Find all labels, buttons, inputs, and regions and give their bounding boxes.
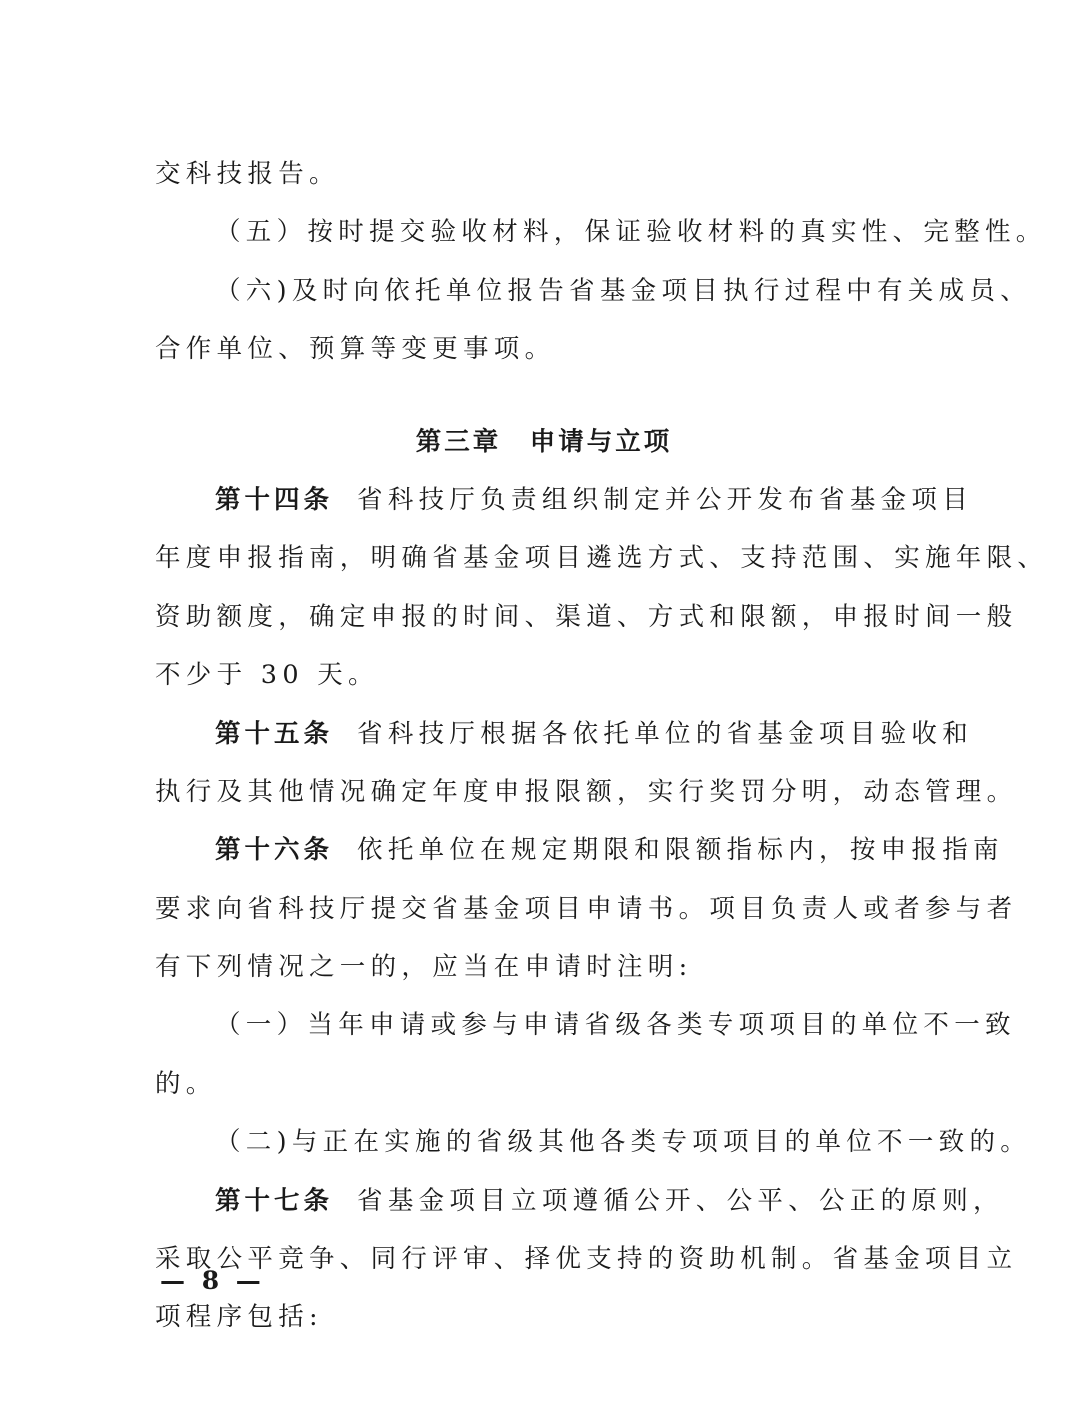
article-16-text-1: 依托单位在规定期限和限额指标内，按申报指南 [357,835,1004,866]
chapter-title: 第三章 申请与立项 [415,426,673,457]
article-14-line-1 [155,471,974,529]
article-17-line-1 [155,1172,1004,1230]
article-17-line-2: 采取公平竞争、同行评审、择优支持的资助机制。省基金项目立 [155,1244,1018,1275]
article-16-item-1-line-1: （一）当年申请或参与申请省级各类专项项目的单位不一致 [215,1010,1016,1041]
article-16-line-2: 要求向省科技厅提交省基金项目申请书。项目负责人或者参与者 [155,893,1018,924]
page-number: — 8 — [160,1266,265,1295]
article-14-line-4: 不少于 30 天。 [155,660,379,691]
article-14-text-1: 省科技厅负责组织制定并公开发布省基金项目 [357,484,974,515]
item-five: （五）按时提交验收材料，保证验收材料的真实性、完整性。 [215,217,1047,248]
article-15-line-1 [155,705,974,763]
article-17-label: 第十七条 [215,1185,334,1216]
item-six-line-1: （六)及时向依托单位报告省基金项目执行过程中有关成员、 [215,275,1032,306]
article-16-item-1-line-2: 的。 [155,1068,217,1099]
article-16-label: 第十六条 [215,835,334,866]
article-17-line-3: 项程序包括: [155,1302,323,1333]
article-16-line-3: 有下列情况之一的，应当在申请时注明: [155,952,693,983]
item-six-line-2: 合作单位、预算等变更事项。 [155,334,556,365]
article-14-line-2: 年度申报指南，明确省基金项目遴选方式、支持范围、实施年限、 [155,543,1049,574]
text-line-continuation: 交科技报告。 [155,159,340,189]
body-text [155,145,1049,1347]
article-14-label: 第十四条 [215,484,334,515]
article-14-line-3: 资助额度，确定申报的时间、渠道、方式和限额，申报时间一般 [155,601,1018,632]
section-gap [155,379,933,413]
article-15-line-2: 执行及其他情况确定年度申报限额，实行奖罚分明，动态管理。 [155,776,1018,807]
article-16-line-1 [155,821,1004,879]
article-15-label: 第十五条 [215,718,334,749]
article-16-item-2: （二)与正在实施的省级其他各类专项项目的单位不一致的。 [215,1127,1032,1158]
article-15-text-1: 省科技厅根据各依托单位的省基金项目验收和 [357,718,974,749]
article-17-text-1: 省基金项目立项遵循公开、公平、公正的原则， [357,1185,1004,1216]
